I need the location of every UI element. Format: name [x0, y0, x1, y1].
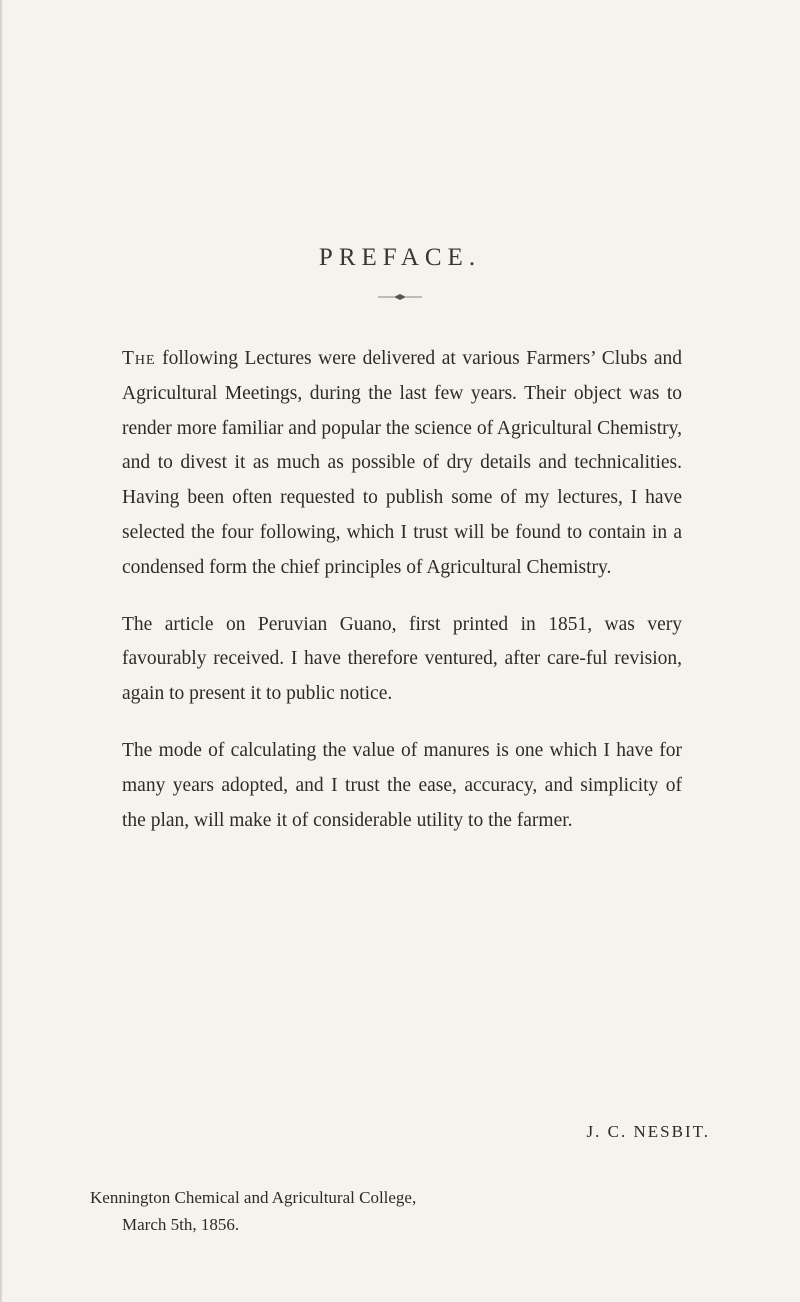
page-edge — [0, 0, 3, 1302]
ornament-divider — [370, 292, 430, 302]
first-word: The — [122, 348, 156, 369]
date-line: March 5th, 1856. — [122, 1215, 240, 1234]
paragraph-2: The article on Peruvian Guano, first printed in 1851, was very favourably received. I have therefore ventured, after care-ful revision, again to present it to public notice. — [122, 613, 682, 705]
place-and-date — [90, 1184, 416, 1238]
paragraph-3: The mode of calculating the value of manures is one which I have for many years adopted, and I trust the ease, accuracy, and simplicity of the plan, will make it of considerable utility to the farmer. — [122, 739, 682, 831]
paragraph-1 — [122, 342, 682, 586]
paragraph-1-text: following Lectures were delivered at various Farmers’ Clubs and Agricultural Meetings, during the last few years. Their object was to render more familiar and popular the science of Agricultural Chemistry, and to divest it as much as possible of dry details and technicalities. Having been often requested to publish some of my lectures, I have selected the four following, which I trust will be found to contain in a condensed form the chief principles of Agricultural Chemistry. — [122, 348, 682, 578]
author-signature: J. C. NESBIT. — [586, 1122, 710, 1141]
preface-body — [122, 342, 682, 838]
place-line: Kennington Chemical and Agricultural College, — [90, 1188, 417, 1207]
page-title: PREFACE. — [318, 244, 482, 271]
